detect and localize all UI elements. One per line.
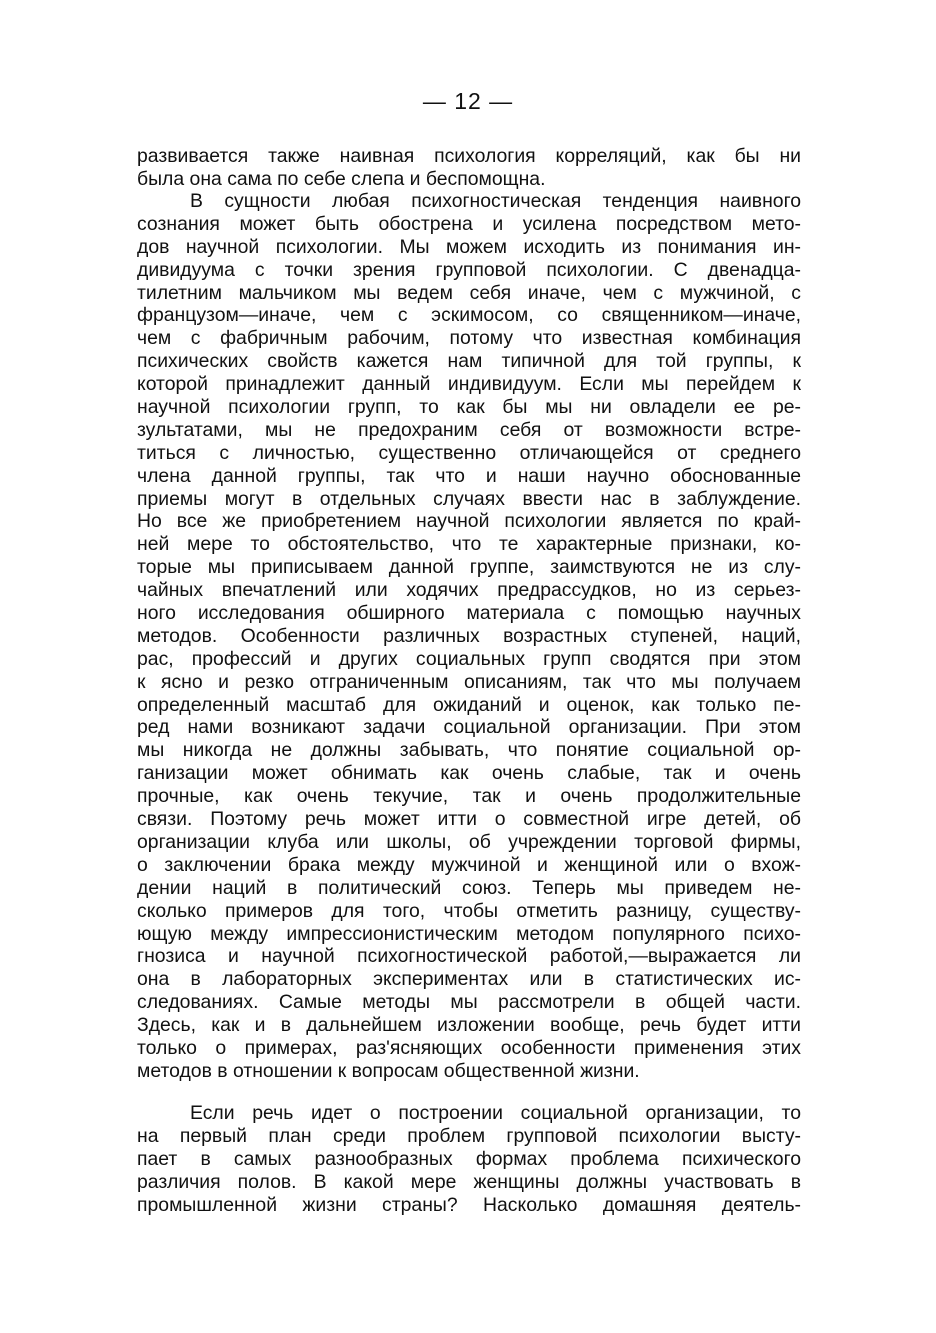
paragraph-1 (137, 145, 801, 191)
text-line: ганизации может обнимать как очень слабые, так и очень (137, 762, 801, 785)
text-line: психических свойств кажется нам типичной для той группы, к (137, 350, 801, 373)
text-line: ред нами возникают задачи социальной организации. При этом (137, 716, 801, 739)
text-line: дов научной психологии. Мы можем исходить из понимания ин- (137, 235, 801, 258)
text-line: научной психологии групп, то как бы мы ни овладели ее ре- (137, 396, 801, 419)
text-line: рас, профессий и других социальных групп сводятся при этом (137, 647, 801, 670)
text-line: торые мы приписываем данной группе, заимствуются не из слу- (137, 556, 801, 579)
text-line: определенный масштаб для ожиданий и оценок, как только пе- (137, 693, 801, 716)
text-line: развивается также наивная психология корреляций, как бы ни (137, 145, 801, 167)
text-line: сколько примеров для того, чтобы отметить разницу, существу- (137, 899, 801, 922)
text-line: ней мере то обстоятельство, что те характерные признаки, ко- (137, 533, 801, 556)
text-line: Но все же приобретением научной психологии является по край- (137, 510, 801, 533)
page-number: — 12 — (422, 88, 514, 114)
text-line: титься с личностью, существенно отличающейся от среднего (137, 441, 801, 464)
text-line: чем с фабричным рабочим, потому что известная комбинация (137, 327, 801, 350)
text-line: связи. Поэтому речь может итти о совместной игре детей, об (137, 808, 801, 831)
text-line: В сущности любая психогностическая тенденция наивного (190, 190, 801, 212)
text-line: тилетним мальчиком мы ведем себя иначе, чем с мужчиной, с (137, 281, 801, 304)
text-line: дивидуума с точки зрения групповой психологии. С двенадца- (137, 258, 801, 281)
text-line: французом—иначе, чем с эскимосом, со священником—иначе, (137, 304, 801, 327)
text-line: члена данной группы, так что и наши научно обоснованные (137, 464, 801, 487)
text-line: Здесь, как и в дальнейшем изложении вообще, речь будет итти (137, 1014, 801, 1037)
text-line: пает в самых разнообразных формах проблема психического (137, 1147, 801, 1170)
text-line: организации клуба или школы, об учреждении торговой фирмы, (137, 830, 801, 853)
text-line: мы никогда не должны забывать, что понятие социальной ор- (137, 739, 801, 762)
text-line: к ясно и резко отграниченным описаниям, так что мы получаем (137, 670, 801, 693)
text-line: ющую между импрессионистическим методом популярного психо- (137, 922, 801, 945)
paragraph-2 (137, 190, 801, 1083)
text-line: различия полов. В какой мере женщины должны участвовать в (137, 1170, 801, 1193)
text-line: только о примерах, раз'ясняющих особенности применения этих (137, 1036, 801, 1059)
text-line: чайных впечатлений или ходячих предрассудков, но из серьез- (137, 579, 801, 602)
paragraph-3 (137, 1102, 801, 1216)
text-line: прочные, как очень текучие, так и очень продолжительные (137, 785, 801, 808)
text-line: следованиях. Самые методы мы рассмотрели в общей части. (137, 991, 801, 1014)
text-line: методов. Особенности различных возрастных ступеней, наций, (137, 624, 801, 647)
text-line: приемы могут в отдельных случаях ввести нас в заблуждение. (137, 487, 801, 510)
text-line: на первый план среди проблем групповой психологии высту- (137, 1124, 801, 1147)
text-line: промышленной жизни страны? Насколько домашняя деятель- (137, 1193, 801, 1216)
text-line: она в лабораторных экспериментах или в статистических ис- (137, 968, 801, 991)
text-line: гнозиса и научной психогностической работой,—выражается ли (137, 945, 801, 968)
text-line: была она сама по себе слепа и беспомощна. (137, 167, 546, 190)
text-line: которой принадлежит данный индивидуум. Если мы перейдем к (137, 373, 801, 396)
text-line: Если речь идет о построении социальной организации, то (190, 1102, 801, 1124)
text-line: ного исследования обширного материала с помощью научных (137, 602, 801, 625)
text-line: о заключении брака между мужчиной и женщиной или о вхож- (137, 853, 801, 876)
text-line: сознания может быть обострена и усилена посредством мето- (137, 212, 801, 235)
text-line: дении наций в политический союз. Теперь мы приведем не- (137, 876, 801, 899)
text-line: зультатами, мы не предохраним себя от возможности встре- (137, 418, 801, 441)
text-line: методов в отношении к вопросам общественной жизни. (137, 1059, 640, 1082)
